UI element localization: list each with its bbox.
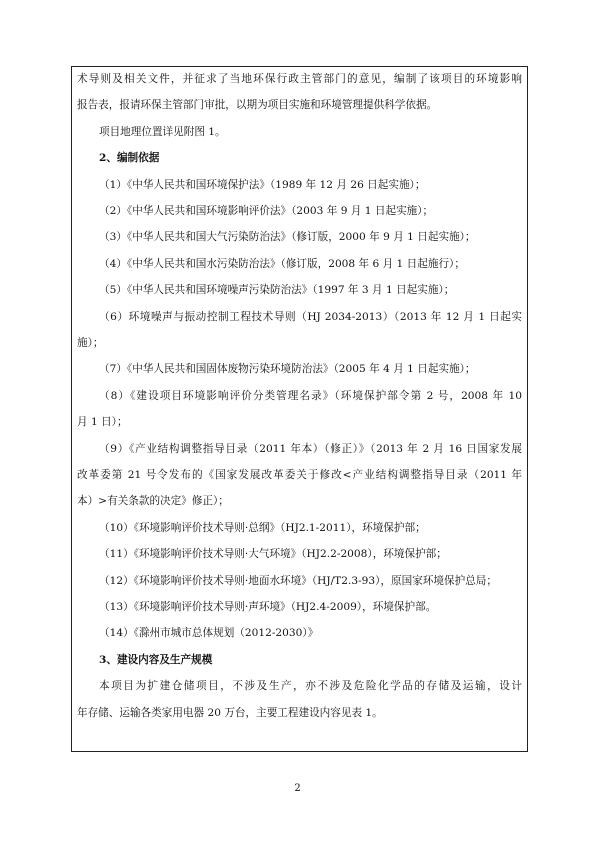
list-item: （14）《滁州市城市总体规划（2012-2030）》 [99,627,319,640]
list-item: （9）《产业结构调整指导目录（2011 年本）（修正）》（2013 年 2 月 16 日国家发展 [99,442,522,455]
list-item-continuation: 月 1 日）； [77,416,128,429]
list-item: （1）《中华人民共和国环境保护法》（1989 年 12 月 26 日起实施）； [99,178,426,191]
section-heading: 3、建设内容及生产规模 [99,653,213,666]
text-line: 年存储、运输各类家用电器 20 万台，主要工程建设内容见表 1。 [77,706,383,719]
list-item: （10）《环境影响评价技术导则·总纲》（HJ2.1-2011），环境保护部； [99,521,426,534]
text-line: 本项目为扩建仓储项目，不涉及生产，亦不涉及危险化学品的存储及运输，设计 [99,680,522,693]
list-item: （6）环境噪声与振动控制工程技术导则（HJ 2034-2013）（2013 年 12 月 1 日起实 [99,310,522,323]
list-item: （3）《中华人民共和国大气污染防治法》（修订版，2000 年 9 月 1 日起实施）； [99,231,476,244]
text-line: 术导则及相关文件，并征求了当地环保行政主管部门的意见，编制了该项目的环境影响 [77,73,522,85]
page-number: 2 [294,783,301,794]
content-frame [71,66,528,752]
list-item: （4）《中华人民共和国水污染防治法》（修订版，2008 年 6 月 1 日起施行）； [99,257,465,270]
list-item: （11）《环境影响评价技术导则·大气环境》（HJ2.2-2008），环境保护部； [99,548,447,561]
list-item: （12）《环境影响评价技术导则·地面水环境》（HJ/T2.3-93），原国家环境保护总局； [99,574,497,587]
list-item: （2）《中华人民共和国环境影响评价法》（2003 年 9 月 1 日起实施）； [99,205,434,217]
section-heading: 2、编制依据 [99,152,160,165]
list-item-continuation: 本）>有关条款的决定》修正）； [77,495,229,508]
list-item: （8）《建设项目环境影响评价分类管理名录》（环境保护部令第 2 号，2008 年 10 [99,389,522,402]
list-item: （7）《中华人民共和国固体废物污染环境防治法》（2005 年 4 月 1 日起实施）； [99,363,476,376]
list-item-continuation: 改革委第 21 号令发布的《国家发展改革委关于修改<产业结构调整指导目录（2011 年 [77,469,522,481]
list-item-continuation: 施）； [77,337,104,349]
list-item: （5）《中华人民共和国环境噪声污染防治法》（1997 年 3 月 1 日起实施）； [99,284,455,297]
text-line: 项目地理位置详见附图 1。 [99,125,226,138]
list-item: （13）《环境影响评价技术导则·声环境》（HJ2.4-2009），环境保护部。 [99,601,437,613]
text-line: 报告表，报请环保主管部门审批，以期为项目实施和环境管理提供科学依据。 [77,99,438,112]
